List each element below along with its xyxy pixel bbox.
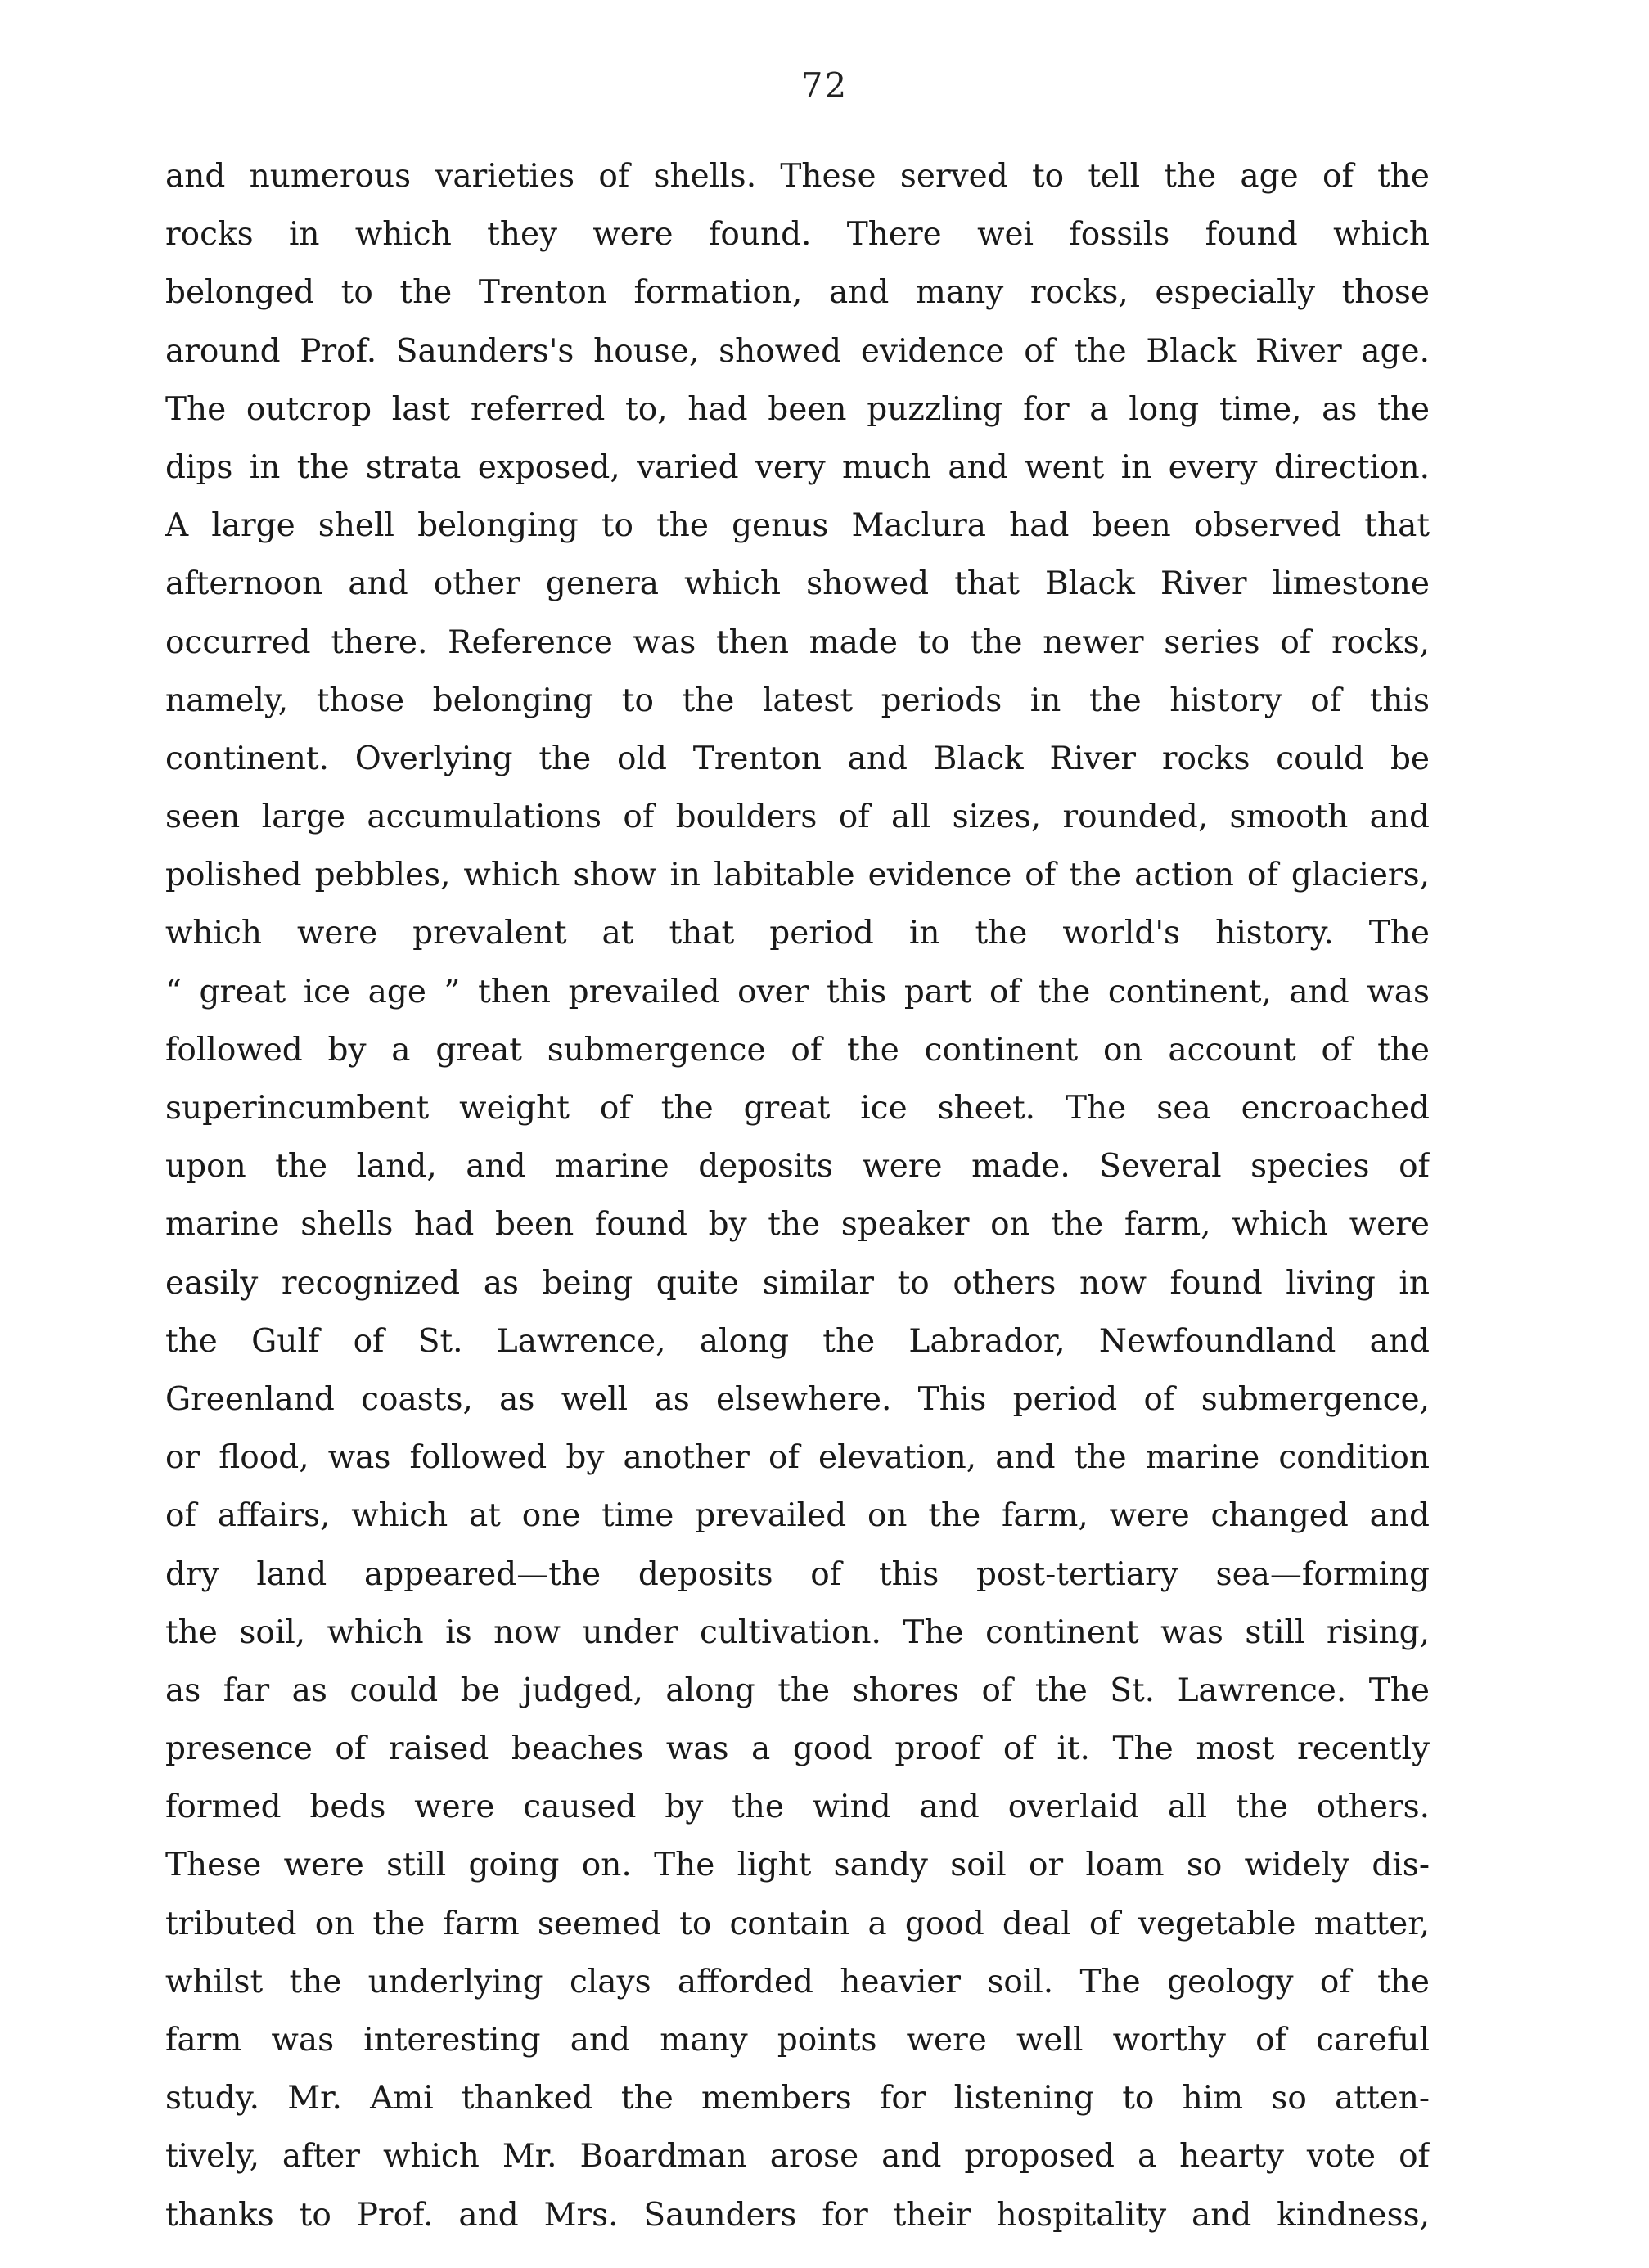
text-line: as far as could be judged, along the shores of the St. Lawrence. The bbox=[165, 1672, 1430, 1709]
text-line: the soil, which is now under cultivation. The continent was still rising, bbox=[165, 1613, 1430, 1651]
text-line: rocks in which they were found. There wei fossils found which bbox=[165, 216, 1430, 254]
text-line: “ great ice age ” then prevailed over this part of the continent, and was bbox=[165, 973, 1430, 1010]
text-line: superincumbent weight of the great ice sheet. The sea encroached bbox=[165, 1090, 1430, 1127]
text-line: presence of raised beaches was a good proof of it. The most recently bbox=[165, 1730, 1430, 1768]
text-line: continent. Overlying the old Trenton and Black River rocks could be bbox=[165, 740, 1430, 777]
text-line: dry land appeared—the deposits of this post-tertiary sea—forming bbox=[165, 1555, 1430, 1593]
text-line: and numerous varieties of shells. These served to tell the age of the bbox=[165, 158, 1430, 195]
text-line: which were prevalent at that period in the world's history. The bbox=[165, 915, 1430, 952]
text-line: A large shell belonging to the genus Maclura had been observed that bbox=[165, 507, 1430, 545]
page-number: 72 bbox=[800, 65, 849, 106]
text-line: followed by a great submergence of the continent on account of the bbox=[165, 1031, 1430, 1069]
text-line: the Gulf of St. Lawrence, along the Labrador, Newfoundland and bbox=[165, 1322, 1430, 1360]
text-line: easily recognized as being quite similar to others now found living in bbox=[165, 1264, 1430, 1302]
text-line: whilst the underlying clays afforded heavier soil. The geology of the bbox=[165, 1963, 1430, 2000]
text-line: formed beds were caused by the wind and overlaid all the others. bbox=[165, 1789, 1430, 1826]
text-line: afternoon and other genera which showed that Black River limestone bbox=[165, 565, 1430, 603]
text-line: or flood, was followed by another of elevation, and the marine condition bbox=[165, 1439, 1430, 1477]
text-line: thanks to Prof. and Mrs. Saunders for their hospitality and kindness, bbox=[165, 2196, 1430, 2234]
text-line: occurred there. Reference was then made to the newer series of rocks, bbox=[165, 623, 1430, 661]
text-line: study. Mr. Ami thanked the members for listening to him so atten- bbox=[165, 2080, 1430, 2117]
text-line: upon the land, and marine deposits were made. Several species of bbox=[165, 1148, 1430, 1186]
text-line: The outcrop last referred to, had been puzzling for a long time, as the bbox=[165, 390, 1430, 428]
text-line: around Prof. Saunders's house, showed evidence of the Black River age. bbox=[165, 332, 1430, 370]
text-line: of affairs, which at one time prevailed on the farm, were changed and bbox=[165, 1497, 1430, 1535]
text-line: marine shells had been found by the speaker on the farm, which were bbox=[165, 1206, 1430, 1244]
text-line: Greenland coasts, as well as elsewhere. This period of submergence, bbox=[165, 1380, 1430, 1418]
text-line: tively, after which Mr. Boardman arose and proposed a hearty vote of bbox=[165, 2138, 1430, 2176]
text-line: tributed on the farm seemed to contain a good deal of vegetable matter, bbox=[165, 1905, 1430, 1942]
text-line: farm was interesting and many points were well worthy of careful bbox=[165, 2022, 1430, 2059]
text-line: These were still going on. The light sandy soil or loam so widely dis- bbox=[165, 1847, 1430, 1884]
text-line: belonged to the Trenton formation, and many rocks, especially those bbox=[165, 274, 1430, 312]
text-line: seen large accumulations of boulders of all sizes, rounded, smooth and bbox=[165, 799, 1430, 836]
text-line: polished pebbles, which show in labitable evidence of the action of glaciers, bbox=[165, 857, 1430, 894]
body-text bbox=[165, 147, 1430, 2244]
text-line: namely, those belonging to the latest periods in the history of this bbox=[165, 682, 1430, 719]
text-line: dips in the strata exposed, varied very much and went in every direction. bbox=[165, 448, 1430, 486]
